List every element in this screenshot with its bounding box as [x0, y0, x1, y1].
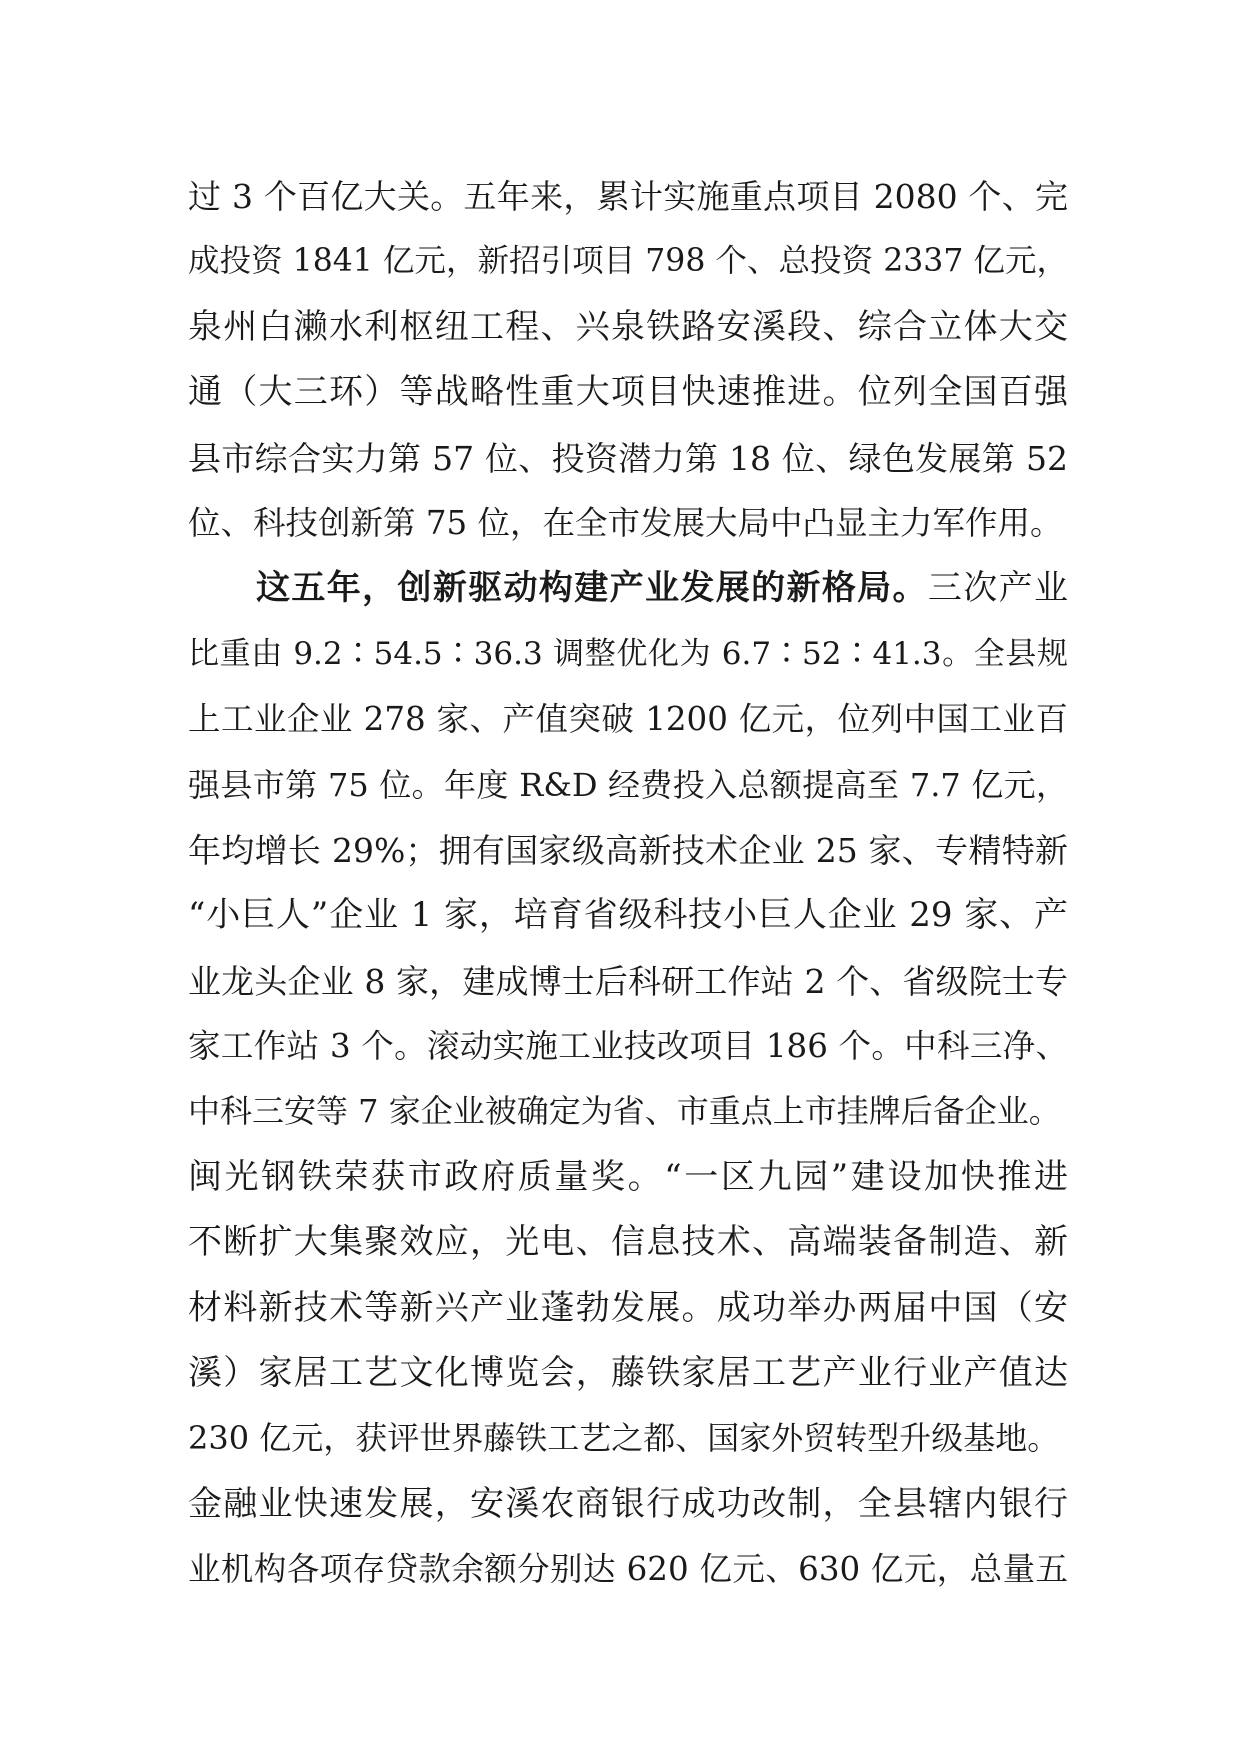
- text-line: 溪）家居工艺文化博览会，藤铁家居工艺产业行业产值达: [188, 1353, 1068, 1394]
- text-line: 闽光钢铁荣获市政府质量奖。“一区九园”建设加快推进: [188, 1156, 1068, 1197]
- text-line: 230 亿元，获评世界藤铁工艺之都、国家外贸转型升级基地。: [188, 1419, 1060, 1458]
- text-line: 材料新技术等新兴产业蓬勃发展。成功举办两届中国（安: [188, 1287, 1068, 1328]
- text-run: 三次产业: [927, 568, 1069, 609]
- text-line: 年均增长 29%；拥有国家级高新技术企业 25 家、专精特新: [188, 830, 1068, 870]
- text-line: 比重由 9.2∶54.5∶36.3 调整优化为 6.7∶52∶41.3。全县规: [188, 635, 1068, 672]
- text-line: 业龙头企业 8 家，建成博士后科研工作站 2 个、省级院士专: [188, 961, 1068, 1001]
- text-line: 中科三安等 7 家企业被确定为省、市重点上市挂牌后备企业。: [188, 1092, 1061, 1131]
- text-line: 泉州白濑水利枢纽工程、兴泉铁路安溪段、综合立体大交: [188, 306, 1068, 347]
- text-line: 成投资 1841 亿元，新招引项目 798 个、总投资 2337 亿元，: [188, 243, 1068, 280]
- text-line: 通（大三环）等战略性重大项目快速推进。位列全国百强: [188, 372, 1068, 413]
- text-line: 过 3 个百亿大关。五年来，累计实施重点项目 2080 个、完: [188, 177, 1068, 216]
- body-text: [188, 164, 1068, 1603]
- text-line: 位、科技创新第 75 位，在全市发展大局中凸显主力军作用。: [188, 503, 1063, 542]
- text-line: 县市综合实力第 57 位、投资潜力第 18 位、绿色发展第 52: [188, 438, 1068, 478]
- paragraph-heading-line: [188, 556, 1068, 621]
- paragraph-heading: 这五年，创新驱动构建产业发展的新格局。: [256, 568, 928, 609]
- text-line: 上工业企业 278 家、产值突破 1200 亿元，位列中国工业百: [188, 700, 1068, 739]
- text-line: 家工作站 3 个。滚动实施工业技改项目 186 个。中科三净、: [188, 1027, 1068, 1066]
- text-line: 业机构各项存贷款余额分别达 620 亿元、630 亿元，总量五: [188, 1550, 1068, 1589]
- text-line: “小巨人”企业 1 家，培育省级科技小巨人企业 29 家、产: [188, 895, 1068, 936]
- text-line: 金融业快速发展，安溪农商银行成功改制，全县辖内银行: [188, 1483, 1068, 1524]
- text-line: 不断扩大集聚效应，光电、信息技术、高端装备制造、新: [188, 1222, 1068, 1263]
- text-line: 强县市第 75 位。年度 R&D 经费投入总额提高至 7.7 亿元，: [188, 765, 1068, 804]
